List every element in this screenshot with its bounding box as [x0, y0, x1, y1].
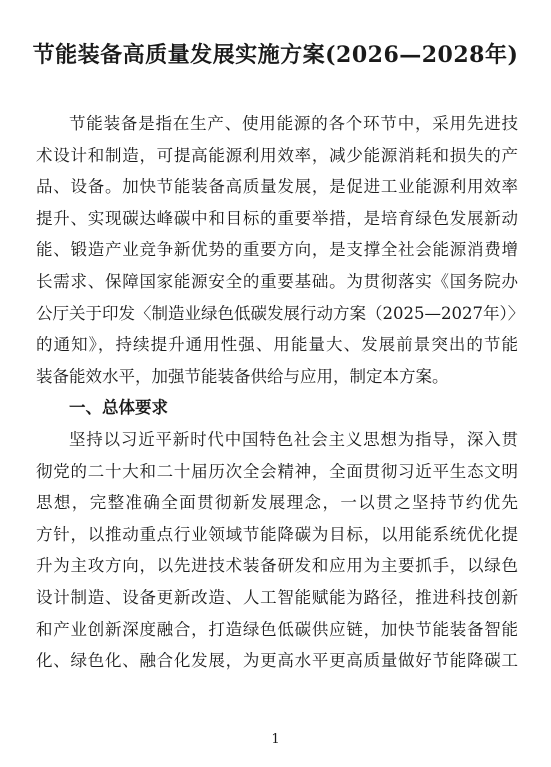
paragraph-line: 彻党的二十大和二十届历次全会精神，全面贯彻习近平生态文明	[36, 461, 518, 481]
paragraph-line: 节能装备是指在生产、使用能源的各个环节中，采用先进技	[69, 114, 518, 133]
paragraph-line: 坚持以习近平新时代中国特色社会主义思想为指导，深入贯	[69, 429, 518, 449]
page-number: 1	[271, 732, 280, 747]
paragraph-line: 长需求、保障国家能源安全的重要基础。为贯彻落实《国务院办	[36, 271, 518, 291]
paragraph-line: 能、锻造产业竞争新优势的重要方向，是支撑全社会能源消费增	[36, 240, 518, 260]
paragraph-line: 设计制造、设备更新改造、人工智能赋能为路径，推进科技创新	[36, 587, 518, 607]
paragraph-line: 术设计和制造，可提高能源利用效率，减少能源消耗和损失的产	[36, 145, 518, 165]
paragraph-line: 装备能效水平，加强节能装备供给与应用，制定本方案。	[36, 366, 449, 386]
paragraph-line: 提升、实现碳达峰碳中和目标的重要举措，是培育绿色发展新动	[36, 208, 518, 228]
paragraph-line: 品、设备。加快节能装备高质量发展，是促进工业能源利用效率	[36, 177, 518, 197]
paragraph-line: 升为主攻方向，以先进技术装备研发和应用为主要抓手，以绿色	[36, 556, 518, 576]
paragraph-line: 思想，完整准确全面贯彻新发展理念，一以贯之坚持节约优先	[36, 493, 518, 513]
section-heading: 一、总体要求	[69, 398, 168, 418]
paragraph-line: 和产业创新深度融合，打造绿色低碳供应链，加快节能装备智能	[36, 619, 518, 639]
paragraph-line: 的通知》，持续提升通用性强、用能量大、发展前景突出的节能	[36, 335, 518, 355]
document-title: 节能装备高质量发展实施方案(2026—2028年)	[32, 42, 519, 68]
paragraph-line: 公厅关于印发〈制造业绿色低碳发展行动方案（2025—2027年）〉	[36, 303, 525, 323]
paragraph-line: 化、绿色化、融合化发展，为更高水平更高质量做好节能降碳工	[36, 651, 518, 671]
document-body	[36, 108, 525, 677]
paragraph-line: 方针，以推动重点行业领域节能降碳为目标，以用能系统优化提	[36, 524, 518, 544]
